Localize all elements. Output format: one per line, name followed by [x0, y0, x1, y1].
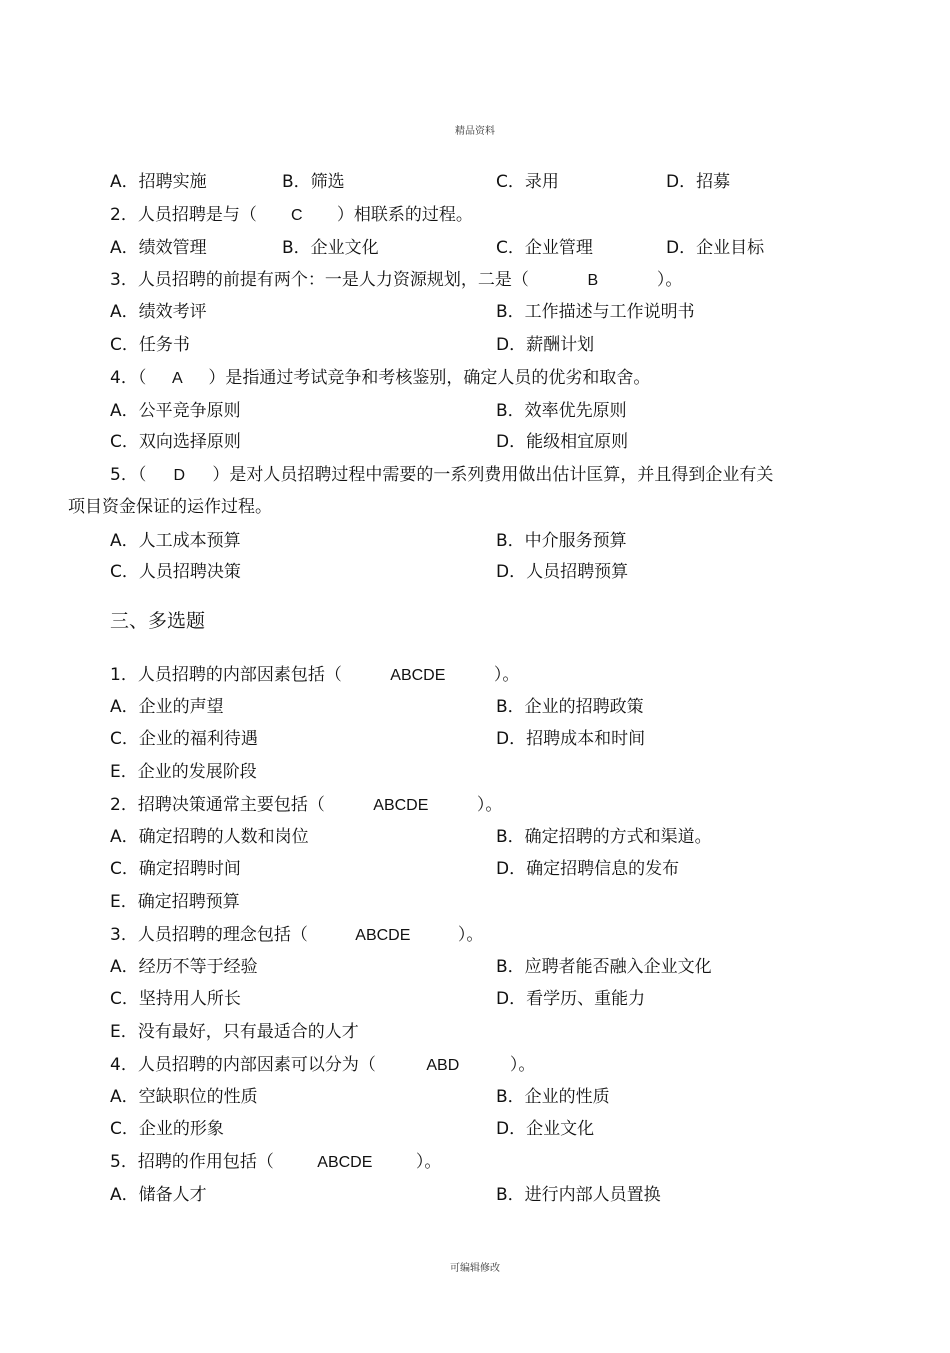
- answer: C: [291, 207, 303, 224]
- option-b: B．确定招聘的方式和渠道。: [496, 827, 712, 847]
- question-tail: ）是指通过考试竞争和考核鉴别，确定人员的优劣和取舍。: [208, 368, 651, 388]
- option-d: D．看学历、重能力: [496, 989, 646, 1009]
- option-d: D．确定招聘信息的发布: [496, 859, 680, 879]
- multi-question-2: [110, 795, 502, 816]
- option-c: C．坚持用人所长: [110, 989, 241, 1009]
- question-tail: ）。: [509, 1055, 536, 1075]
- multi-question-3: [110, 925, 483, 946]
- option-b: B．进行内部人员置换: [496, 1185, 661, 1205]
- question-tail: ）。: [476, 795, 503, 815]
- option-d: D．人员招聘预算: [496, 562, 629, 582]
- answer: ABCDE: [373, 797, 429, 814]
- answer: B: [587, 272, 599, 289]
- option-b: B．企业的招聘政策: [496, 697, 644, 717]
- option-c: C．人员招聘决策: [110, 562, 241, 582]
- option-a: A．招聘实施: [110, 172, 207, 192]
- option-c: C．任务书: [110, 335, 190, 355]
- page-header: 精品资料: [455, 126, 495, 137]
- question-4: [110, 368, 650, 389]
- option-a: A．企业的声望: [110, 697, 224, 717]
- option-a: A．绩效管理: [110, 238, 207, 258]
- option-b: B．企业文化: [282, 238, 379, 258]
- question-text: 1．人员招聘的内部因素包括（: [110, 665, 342, 685]
- multi-question-4: [110, 1055, 535, 1076]
- option-d: D．招募: [666, 172, 731, 192]
- option-a: A．空缺职位的性质: [110, 1087, 258, 1107]
- option-c: C．企业的福利待遇: [110, 729, 258, 749]
- question-tail: ）是对人员招聘过程中需要的一系列费用做出估计匡算，并且得到企业有关: [212, 465, 774, 485]
- option-c: C．企业的形象: [110, 1119, 224, 1139]
- question-text: 4．（: [110, 368, 147, 388]
- question-text: 3．人员招聘的前提有两个：一是人力资源规划，二是（: [110, 270, 529, 290]
- question-tail: ）相联系的过程。: [336, 205, 473, 225]
- option-a: A．确定招聘的人数和岗位: [110, 827, 309, 847]
- option-b: B．应聘者能否融入企业文化: [496, 957, 712, 977]
- option-e: E．确定招聘预算: [110, 892, 240, 912]
- question-text: 2．人员招聘是与（: [110, 205, 257, 225]
- option-e: E．企业的发展阶段: [110, 762, 257, 782]
- question-tail: ）。: [656, 270, 683, 290]
- option-b: B．企业的性质: [496, 1087, 610, 1107]
- question-text: 5．（: [110, 465, 147, 485]
- answer: ABCDE: [355, 927, 411, 944]
- question-tail: ）。: [457, 925, 484, 945]
- option-a: A．经历不等于经验: [110, 957, 258, 977]
- option-a: A．人工成本预算: [110, 531, 241, 551]
- option-e: E．没有最好，只有最适合的人才: [110, 1022, 359, 1042]
- multi-question-5: [110, 1152, 441, 1173]
- question-2: [110, 205, 473, 226]
- option-d: D．能级相宜原则: [496, 432, 629, 452]
- answer: A: [171, 370, 183, 387]
- option-a: A．储备人才: [110, 1185, 207, 1205]
- question-tail: ）。: [415, 1152, 442, 1172]
- option-b: B．工作描述与工作说明书: [496, 302, 695, 322]
- option-d: D．企业目标: [666, 238, 765, 258]
- question-5: [110, 465, 773, 486]
- answer: D: [173, 467, 186, 484]
- option-a: A．绩效考评: [110, 302, 207, 322]
- answer: ABCDE: [317, 1154, 373, 1171]
- multi-question-1: [110, 665, 519, 686]
- question-text: 3．人员招聘的理念包括（: [110, 925, 308, 945]
- question-3: [110, 270, 682, 291]
- question-tail: ）。: [493, 665, 520, 685]
- answer: ABCDE: [390, 667, 446, 684]
- option-b: B．中介服务预算: [496, 531, 627, 551]
- option-b: B．效率优先原则: [496, 401, 627, 421]
- page-footer: 可编辑修改: [450, 1263, 500, 1274]
- option-c: C．双向选择原则: [110, 432, 241, 452]
- option-c: C．录用: [496, 172, 559, 192]
- option-d: D．薪酬计划: [496, 335, 595, 355]
- answer: ABD: [426, 1057, 460, 1074]
- option-b: B．筛选: [282, 172, 345, 192]
- option-c: C．确定招聘时间: [110, 859, 241, 879]
- question-text: 4．人员招聘的内部因素可以分为（: [110, 1055, 376, 1075]
- option-a: A．公平竞争原则: [110, 401, 241, 421]
- option-d: D．企业文化: [496, 1119, 595, 1139]
- section-title: 三、多选题: [110, 610, 206, 632]
- question-text: 2．招聘决策通常主要包括（: [110, 795, 325, 815]
- option-d: D．招聘成本和时间: [496, 729, 646, 749]
- question-text: 5．招聘的作用包括（: [110, 1152, 274, 1172]
- option-c: C．企业管理: [496, 238, 593, 258]
- question-5-continued: 项目资金保证的运作过程。: [68, 497, 272, 517]
